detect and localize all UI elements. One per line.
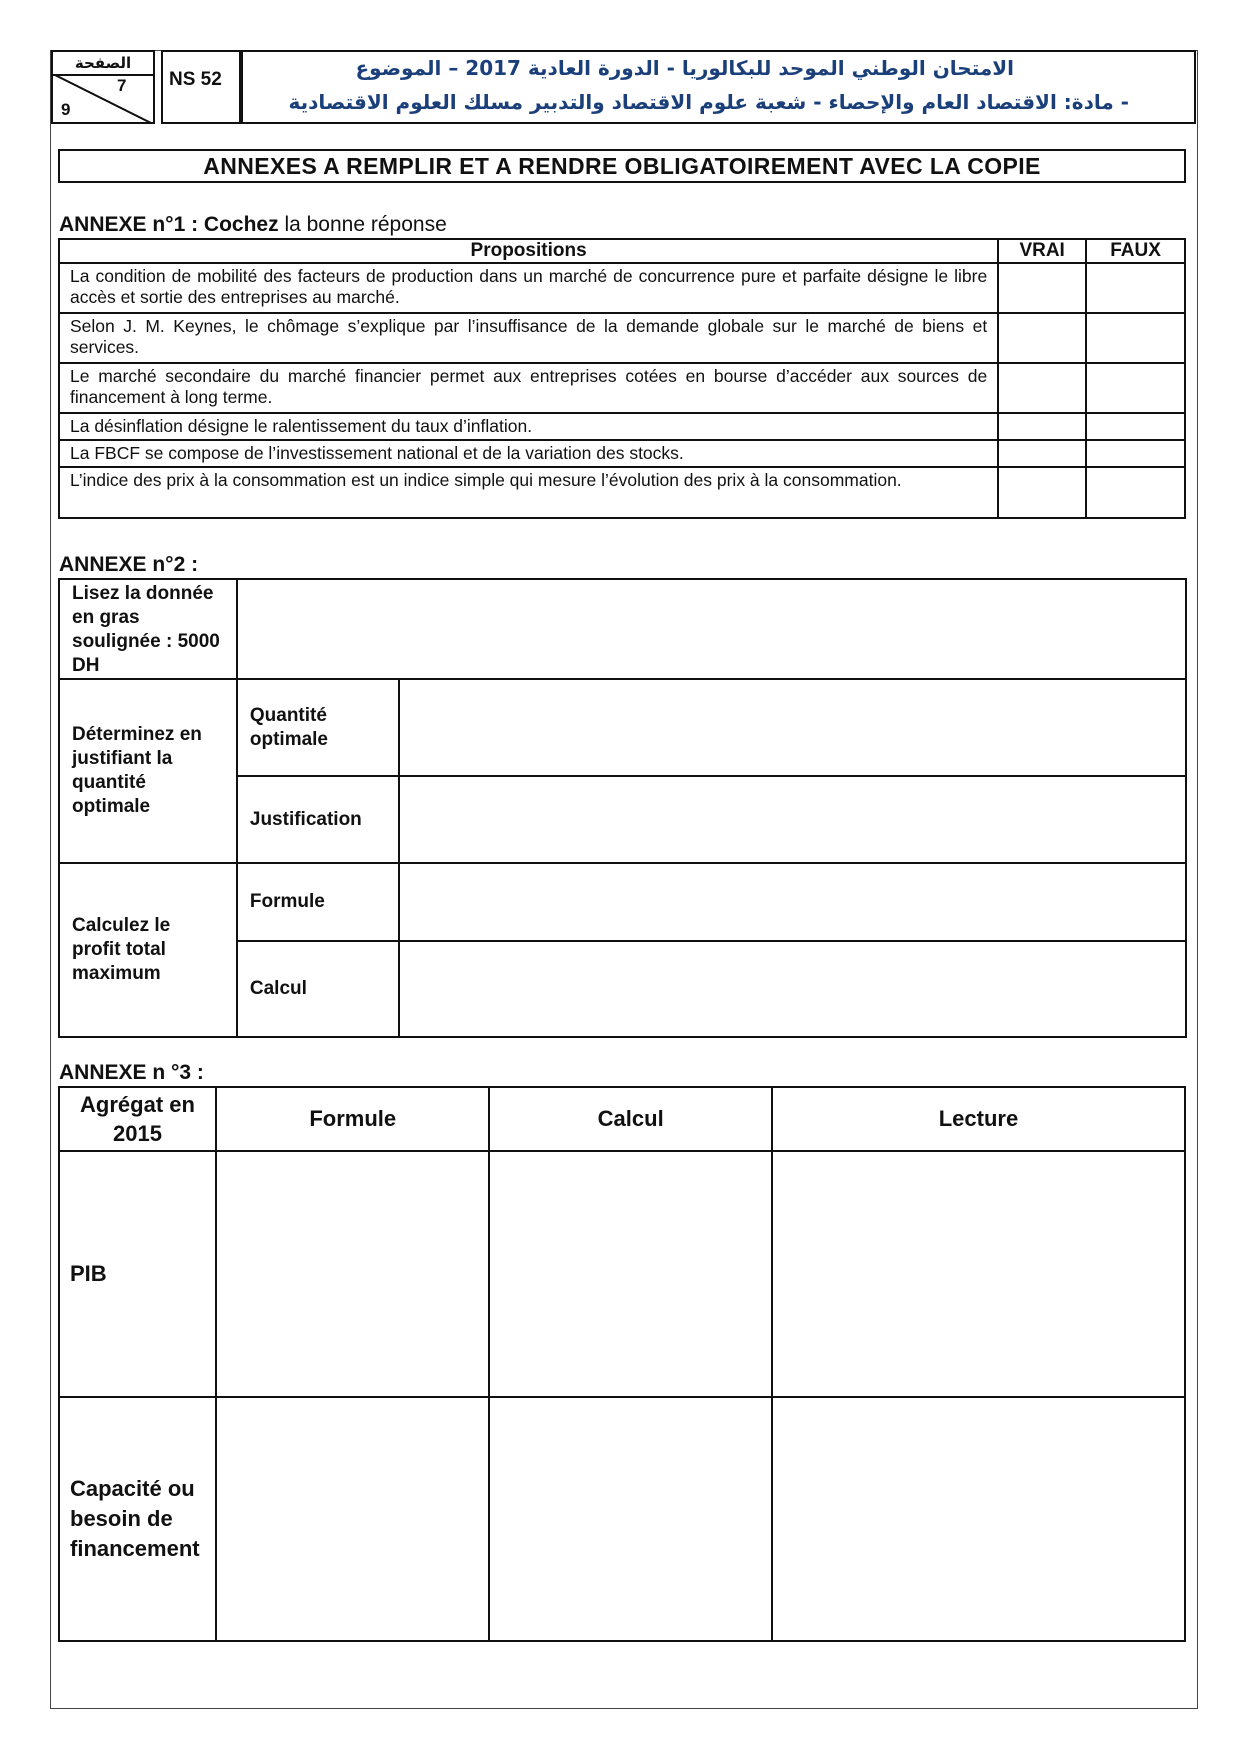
- proposition-6: L’indice des prix à la consommation est un indice simple qui mesure l’évolution des prix à la consommation.: [59, 467, 998, 518]
- vrai-checkbox-6[interactable]: [998, 467, 1086, 518]
- annexes-banner-text: ANNEXES A REMPLIR ET A RENDRE OBLIGATOIREMENT AVEC LA COPIE: [203, 153, 1041, 179]
- vrai-checkbox-2[interactable]: [998, 313, 1086, 363]
- annexe1-heading: [59, 213, 447, 237]
- faux-checkbox-3[interactable]: [1086, 363, 1185, 413]
- annexe2-q3-sub2: Calcul: [237, 941, 399, 1037]
- vrai-checkbox-1[interactable]: [998, 263, 1086, 313]
- exam-code: NS 52: [169, 69, 222, 90]
- page-total: 9: [61, 100, 71, 119]
- faux-checkbox-5[interactable]: [1086, 440, 1185, 467]
- capacite-formule-cell[interactable]: [216, 1397, 490, 1641]
- annexe2-q3: Calculez le profit total maximum: [59, 863, 237, 1037]
- annexe2-answer-quantite[interactable]: [399, 679, 1186, 776]
- col-propositions: Propositions: [59, 239, 998, 263]
- faux-checkbox-1[interactable]: [1086, 263, 1185, 313]
- annexes-banner: [58, 149, 1186, 183]
- vrai-checkbox-5[interactable]: [998, 440, 1086, 467]
- page-number-box: [51, 50, 155, 124]
- annexe1-heading-rest: la bonne réponse: [278, 213, 447, 236]
- faux-checkbox-2[interactable]: [1086, 313, 1185, 363]
- proposition-5: La FBCF se compose de l’investissement national et de la variation des stocks.: [59, 440, 998, 467]
- vrai-checkbox-4[interactable]: [998, 413, 1086, 440]
- row-pib: PIB: [59, 1151, 216, 1397]
- faux-checkbox-4[interactable]: [1086, 413, 1185, 440]
- col-vrai: VRAI: [998, 239, 1086, 263]
- annexe2-answer-calcul[interactable]: [399, 941, 1186, 1037]
- col-formule: Formule: [216, 1087, 490, 1151]
- annexe2-q3-sub1: Formule: [237, 863, 399, 941]
- capacite-lecture-cell[interactable]: [772, 1397, 1185, 1641]
- col-agregat: Agrégat en 2015: [59, 1087, 216, 1151]
- annexe1-heading-bold: ANNEXE n°1 : Cochez: [59, 213, 279, 236]
- annexe2-answer-formule[interactable]: [399, 863, 1186, 941]
- capacite-calcul-cell[interactable]: [489, 1397, 771, 1641]
- annexe2-table: [58, 578, 1187, 1038]
- proposition-2: Selon J. M. Keynes, le chômage s’explique par l’insuffisance de la demande globale sur le marché de biens et services.: [59, 313, 998, 363]
- exam-title-line2: - مادة: الاقتصاد العام والإحصاء - شعبة علوم الاقتصاد والتدبير مسلك العلوم الاقتصادية: [288, 90, 1129, 114]
- annexe3-table: [58, 1086, 1186, 1642]
- pib-calcul-cell[interactable]: [489, 1151, 771, 1397]
- pib-lecture-cell[interactable]: [772, 1151, 1185, 1397]
- col-faux: FAUX: [1086, 239, 1185, 263]
- proposition-3: Le marché secondaire du marché financier permet aux entreprises cotées en bourse d’accéder aux sources de financement à long terme.: [59, 363, 998, 413]
- annexe2-answer-1[interactable]: [237, 579, 1186, 679]
- exam-title-line1: الامتحان الوطني الموحد للبكالوريا - الدورة العادية 2017 – الموضوع: [355, 56, 1014, 80]
- proposition-4: La désinflation désigne le ralentissement du taux d’inflation.: [59, 413, 998, 440]
- annexe2-q2-sub2: Justification: [237, 776, 399, 863]
- annexe2-q2: Déterminez en justifiant la quantité optimale: [59, 679, 237, 863]
- exam-code-box: [161, 50, 241, 124]
- page-number: 7: [117, 76, 127, 95]
- proposition-1: La condition de mobilité des facteurs de production dans un marché de concurrence pure et parfaite désigne le libre accès et sortie des entreprises au marché.: [59, 263, 998, 313]
- col-lecture: Lecture: [772, 1087, 1185, 1151]
- row-capacite-financement: Capacité ou besoin de financement: [59, 1397, 216, 1641]
- exam-title-box: [241, 50, 1196, 124]
- col-calcul: Calcul: [489, 1087, 771, 1151]
- annexe2-heading: ANNEXE n°2 :: [59, 553, 199, 576]
- annexe2-answer-justification[interactable]: [399, 776, 1186, 863]
- page-label: الصفحة: [74, 54, 132, 72]
- pib-formule-cell[interactable]: [216, 1151, 490, 1397]
- annexe2-q1: Lisez la donnée en gras soulignée : 5000 DH: [59, 579, 237, 679]
- vrai-checkbox-3[interactable]: [998, 363, 1086, 413]
- annexe1-table: [58, 238, 1186, 519]
- annexe3-heading: ANNEXE n °3 :: [59, 1061, 204, 1084]
- annexe2-q2-sub1: Quantité optimale: [237, 679, 399, 776]
- faux-checkbox-6[interactable]: [1086, 467, 1185, 518]
